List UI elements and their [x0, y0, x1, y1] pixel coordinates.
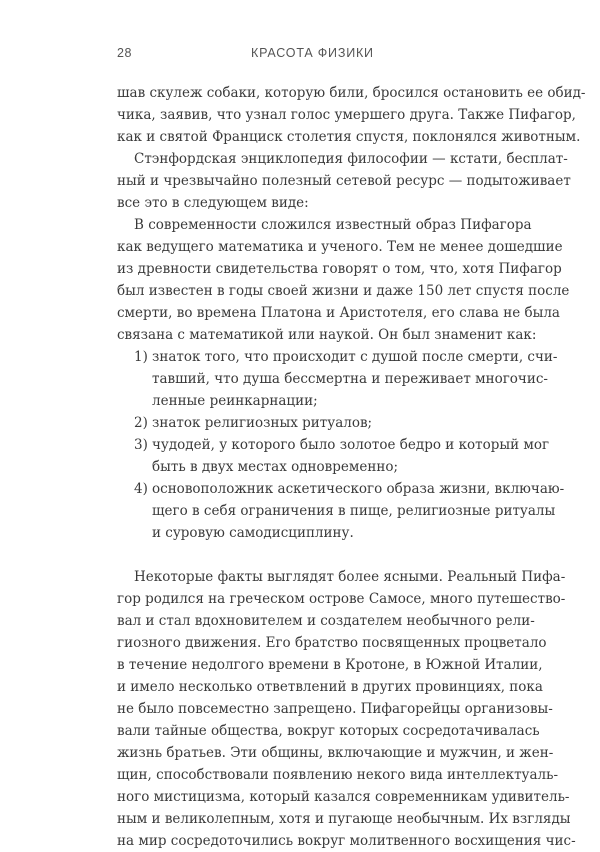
list-item-line: тавший, что душа бессмертна и переживает многочис-	[152, 371, 548, 387]
page-number: 28	[117, 46, 132, 60]
paragraph	[117, 82, 586, 148]
list-number: 3)	[134, 437, 148, 453]
text-line: в течение недолгого времени в Кротоне, в Южной Италии,	[117, 657, 543, 673]
text-line: вал и стал вдохновителем и создателем необычного рели-	[117, 613, 535, 629]
text-line: как ведущего математика и ученого. Тем не менее дошедшие	[117, 239, 563, 255]
text-line: ного мистицизма, который казался современникам удивитель-	[117, 789, 570, 805]
list-number: 1)	[134, 349, 148, 365]
list-item-text: чудодей, у которого было золотое бедро и который мог	[152, 437, 550, 453]
paragraph-gap	[117, 544, 502, 566]
running-head	[0, 46, 600, 66]
list-item	[117, 412, 502, 434]
text-line: гор родился на греческом острове Самосе, много путешество-	[117, 591, 566, 607]
list-item-first-line	[117, 478, 565, 500]
text-line: Некоторые факты выглядят более ясными. Реальный Пифа-	[134, 569, 566, 585]
list-item-line: и суровую самодисциплину.	[152, 525, 354, 541]
numbered-list	[117, 346, 565, 544]
text-line: вали тайные общества, вокруг которых сосредотачивалась	[117, 723, 540, 739]
text-line: ный и чрезвычайно полезный сетевой ресурс — подытоживает	[117, 173, 571, 189]
text-line: связана с математикой или наукой. Он был знаменит как:	[117, 327, 537, 343]
text-line: на мир сосредоточились вокруг молитвенного восхищения чис-	[117, 833, 576, 849]
block-quote	[117, 214, 570, 544]
paragraph	[117, 148, 571, 214]
list-number: 4)	[134, 481, 148, 497]
list-number: 2)	[134, 415, 148, 431]
text-line: Стэнфордская энциклопедия философии — кстати, бесплат-	[134, 151, 568, 167]
text-line: щин, способствовали появлению некого вида интеллектуаль-	[117, 767, 559, 783]
text-line: из древности свидетельства говорят о том, что, хотя Пифагор	[117, 261, 562, 277]
paragraph	[117, 566, 576, 852]
text-line: как и святой Франциск столетия спустя, поклонялся животным.	[117, 129, 581, 145]
text-line: не было повсеместно запрещено. Пифагорейцы организовы-	[117, 701, 553, 717]
list-item-text: знаток того, что происходит с душой после смерти, счи-	[152, 349, 558, 365]
list-item-text: основоположник аскетического образа жизни, включаю-	[152, 481, 565, 497]
text-line: все это в следующем виде:	[117, 195, 309, 211]
list-item-first-line	[117, 412, 502, 434]
text-line: смерти, во времена Платона и Аристотеля, его слава не была	[117, 305, 560, 321]
list-item-first-line	[117, 434, 550, 456]
list-item-text: знаток религиозных ритуалов;	[152, 415, 373, 431]
list-item-line: ленные реинкарнации;	[152, 393, 318, 409]
running-title: КРАСОТА ФИЗИКИ	[251, 46, 374, 60]
text-line: гиозного движения. Его братство посвященных процветало	[117, 635, 547, 651]
list-item	[117, 346, 558, 412]
list-item-line: быть в двух местах одновременно;	[152, 459, 399, 475]
text-line: жизнь братьев. Эти общины, включающие и мужчин, и жен-	[117, 745, 554, 761]
text-line: был известен в годы своей жизни и даже 150 лет спустя после	[117, 283, 570, 299]
list-item-line: щего в себя ограничения в пище, религиозные ритуалы	[152, 503, 556, 519]
text-line: чика, заявив, что узнал голос умершего друга. Также Пифагор,	[117, 107, 576, 123]
text-line: и имело несколько ответвлений в других провинциях, пока	[117, 679, 543, 695]
text-line: шав скулеж собаки, которую били, бросился остановить ее обид-	[117, 85, 586, 101]
text-line: В современности сложился известный образ Пифагора	[134, 217, 532, 233]
text-line: ным и великолепным, хотя и пугающе необычным. Их взгляды	[117, 811, 571, 827]
list-item	[117, 434, 550, 478]
page-body	[117, 82, 586, 852]
list-item-first-line	[117, 346, 558, 368]
list-item	[117, 478, 565, 544]
